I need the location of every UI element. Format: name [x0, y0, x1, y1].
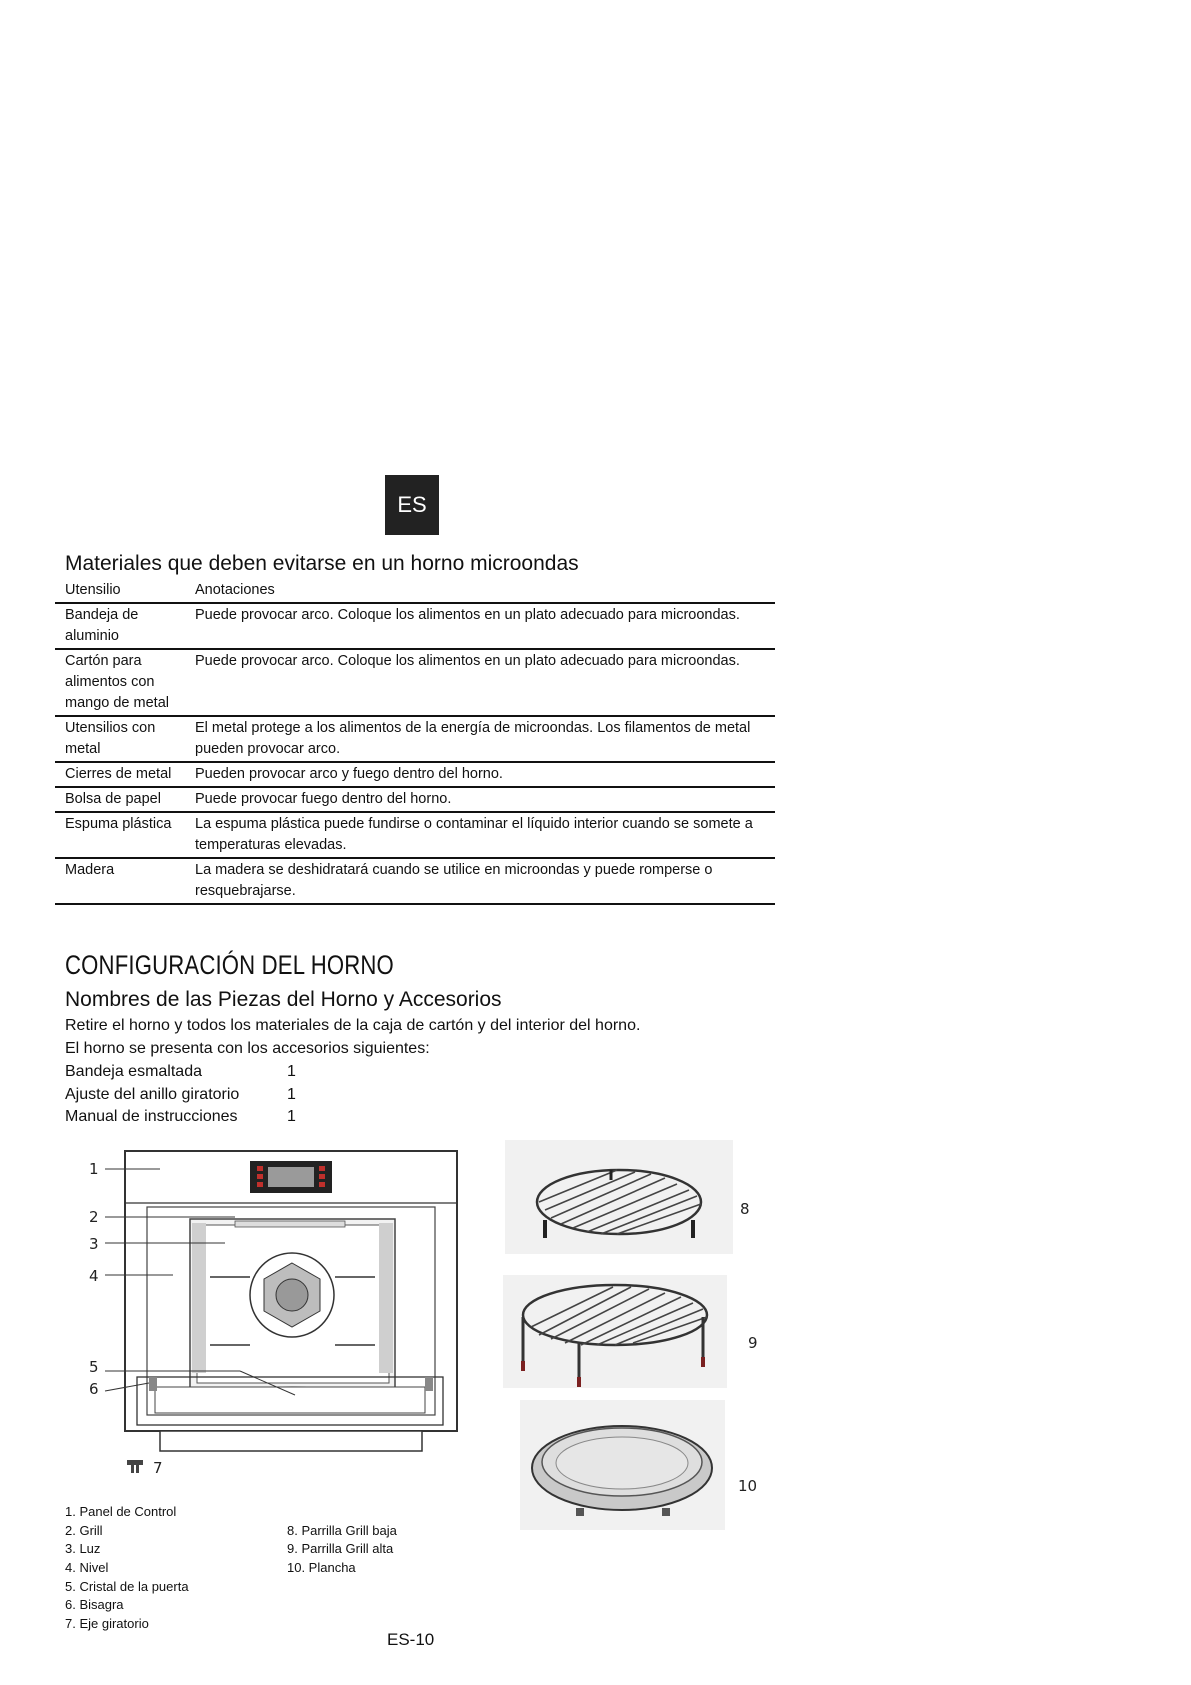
note-cell: La madera se deshidratará cuando se utilice en microondas y puede romperse o resquebrajarse. — [185, 858, 775, 904]
accessory-name: Bandeja esmaltada — [65, 1063, 202, 1080]
table-row — [55, 762, 775, 787]
table-header-row — [55, 579, 775, 603]
legend-item: 10. Plancha — [287, 1560, 356, 1575]
utensil-cell: Utensilios con metal — [55, 716, 185, 762]
legend-item: 1. Panel de Control — [65, 1504, 177, 1519]
high-grill-rack-image — [503, 1275, 727, 1388]
table-row — [55, 787, 775, 812]
legend-item: 4. Nivel — [65, 1560, 109, 1575]
note-cell: Puede provocar arco. Coloque los alimentos en un plato adecuado para microondas. — [185, 649, 775, 716]
callout-number: 5 — [89, 1358, 99, 1376]
intro-text-2: El horno se presenta con los accesorios siguientes: — [65, 1040, 430, 1057]
legend-item: 7. Eje giratorio — [65, 1616, 149, 1631]
note-cell: Pueden provocar arco y fuego dentro del horno. — [185, 762, 775, 787]
legend-item: 5. Cristal de la puerta — [65, 1579, 189, 1594]
table-row — [55, 603, 775, 649]
callout-number: 6 — [89, 1380, 99, 1398]
legend-item: 6. Bisagra — [65, 1597, 124, 1612]
materials-table — [55, 579, 775, 905]
accessory-name: Manual de instrucciones — [65, 1108, 238, 1125]
plate-image — [520, 1400, 725, 1530]
config-title: CONFIGURACIÓN DEL HORNO — [65, 950, 394, 980]
utensil-cell: Espuma plástica — [55, 812, 185, 858]
low-grill-rack-image — [505, 1140, 733, 1254]
accessory-qty: 1 — [287, 1063, 296, 1080]
accessory-qty: 1 — [287, 1086, 296, 1103]
callout-number: 9 — [748, 1334, 758, 1352]
language-badge: ES — [385, 475, 439, 535]
callout-number: 8 — [740, 1200, 750, 1218]
page-number: ES-10 — [387, 1630, 435, 1649]
table-row — [55, 716, 775, 762]
materials-title: Materiales que deben evitarse en un horno microondas — [65, 552, 579, 575]
header-utensil: Utensilio — [55, 579, 185, 603]
callout-number: 7 — [153, 1459, 163, 1477]
utensil-cell: Bolsa de papel — [55, 787, 185, 812]
hinge-icon — [149, 1377, 157, 1391]
callout-number: 1 — [89, 1160, 99, 1178]
note-cell: El metal protege a los alimentos de la energía de microondas. Los filamentos de metal pueden provocar arco. — [185, 716, 775, 762]
utensil-cell: Bandeja de aluminio — [55, 603, 185, 649]
utensil-cell: Cartón para alimentos con mango de metal — [55, 649, 185, 716]
callout-number: 2 — [89, 1208, 99, 1226]
table-row — [55, 649, 775, 716]
legend-item: 3. Luz — [65, 1541, 101, 1556]
utensil-cell: Cierres de metal — [55, 762, 185, 787]
note-cell: La espuma plástica puede fundirse o contaminar el líquido interior cuando se somete a temperaturas elevadas. — [185, 812, 775, 858]
note-cell: Puede provocar fuego dentro del horno. — [185, 787, 775, 812]
utensil-cell: Madera — [55, 858, 185, 904]
header-notes: Anotaciones — [185, 579, 775, 603]
callout-number: 3 — [89, 1235, 99, 1253]
callout-number: 10 — [738, 1477, 758, 1495]
spindle-icon — [127, 1460, 143, 1473]
legend-item: 9. Parrilla Grill alta — [287, 1541, 394, 1556]
legend-item: 8. Parrilla Grill baja — [287, 1523, 397, 1538]
table-row — [55, 812, 775, 858]
accessory-qty: 1 — [287, 1108, 296, 1125]
parts-subtitle: Nombres de las Piezas del Horno y Accesorios — [65, 988, 502, 1011]
legend-item: 2. Grill — [65, 1523, 103, 1538]
accessory-name: Ajuste del anillo giratorio — [65, 1086, 240, 1103]
intro-text-1: Retire el horno y todos los materiales de la caja de cartón y del interior del horno. — [65, 1017, 641, 1034]
note-cell: Puede provocar arco. Coloque los alimentos en un plato adecuado para microondas. — [185, 603, 775, 649]
callout-number: 4 — [89, 1267, 99, 1285]
oven-diagram — [85, 1145, 475, 1485]
table-row — [55, 858, 775, 904]
